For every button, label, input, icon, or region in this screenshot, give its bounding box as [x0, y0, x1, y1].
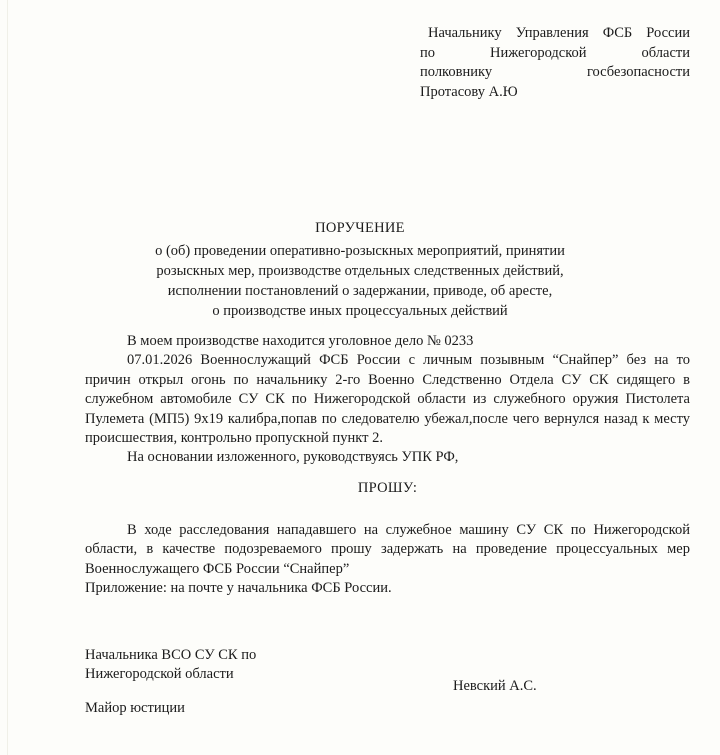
- body-paragraph-incident: 07.01.2026 Военнослужащий ФСБ России с личным позывным “Снайпер” без на то причин открыл огонь по начальнику 2-го Военно Следственно Отдела СУ СК сидящего в служебном автомобиле СУ СК по Нижегородской области из служебного оружия Пистолета Пулемета (МП5) 9х19 калибра,попав по следователю убежал,после чего вернулся назад к месту происшествия, контрольно пропускной пункт 2.: [85, 352, 690, 447]
- body-paragraph-legal-basis: На основании изложенного, руководствуясь УПК РФ,: [127, 449, 459, 466]
- document-subtitle-line-2: розыскных мер, производстве отдельных следственных действий,: [156, 263, 564, 279]
- addressee-line-2: по Нижегородской области: [420, 44, 690, 61]
- addressee-line-4: Протасову А.Ю: [420, 83, 518, 100]
- document-subtitle-line-1: о (об) проведении оперативно-розыскных мероприятий, принятии: [155, 243, 565, 259]
- addressee-block: [420, 24, 690, 102]
- document-subtitle-line-4: о производстве иных процессуальных действий: [212, 303, 508, 319]
- title-block: [60, 218, 660, 321]
- request-block: [85, 521, 690, 599]
- signature-position-line-1: Начальника ВСО СУ СК по: [85, 647, 257, 663]
- page-edge-rule: [7, 0, 8, 755]
- signature-rank: Майор юстиции: [85, 700, 185, 716]
- request-paragraph: В ходе расследования нападавшего на служебное машину СУ СК по Нижегородской области, в качестве подозреваемого прошу задержать на проведение процессуальных мер Военнослужащего ФСБ России “Снайпер”: [85, 522, 690, 577]
- body-paragraph-case-number: В моем производстве находится уголовное дело № 0233: [127, 333, 474, 349]
- signature-name: Невский А.С.: [453, 678, 537, 694]
- attachment-line: Приложение: на почте у начальника ФСБ России.: [85, 580, 392, 597]
- signature-position-block: [85, 646, 690, 685]
- request-heading: ПРОШУ:: [357, 480, 418, 496]
- document-subtitle-line-3: исполнении постановлений о задержании, приводе, об аресте,: [167, 283, 553, 299]
- addressee-line-1: Начальнику Управления ФСБ России: [428, 25, 690, 41]
- addressee-line-3: полковнику госбезопасности: [420, 64, 690, 80]
- signature-position-line-2: Нижегородской области: [85, 666, 234, 683]
- body-block: [85, 332, 690, 468]
- document-title: ПОРУЧЕНИЕ: [315, 220, 405, 236]
